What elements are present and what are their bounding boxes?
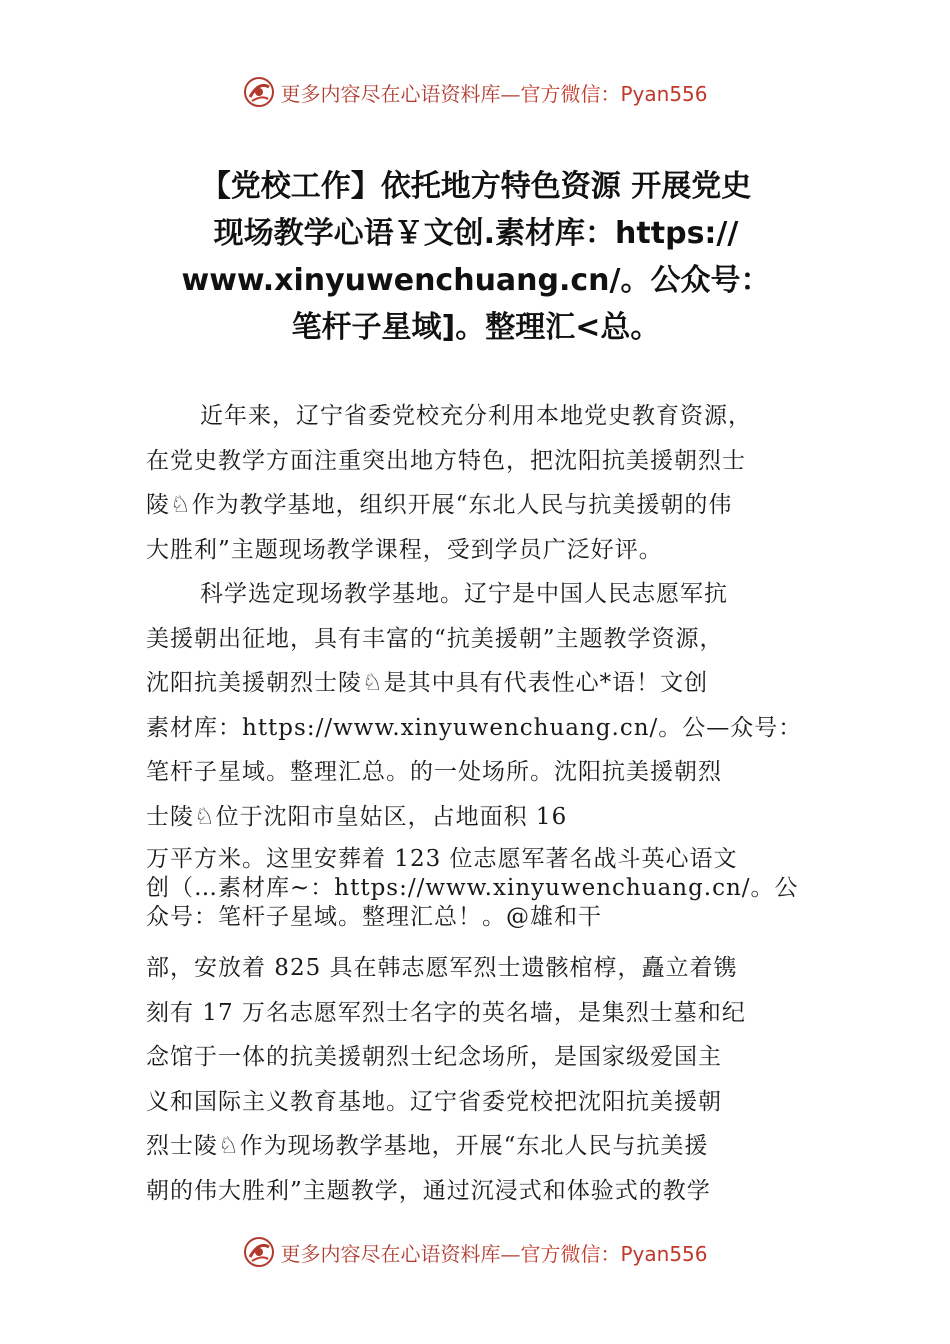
body-line: 在党史教学方面注重突出地方特色，把沈阳抗美援朝烈士 <box>146 447 746 474</box>
header-watermark <box>0 72 950 112</box>
body-line: 近年来，辽宁省委党校充分利用本地党史教育资源， <box>200 403 752 429</box>
body-line: 士陵♘位于沈阳市皇姑区，占地面积 16 <box>146 803 568 830</box>
library-logo-icon <box>242 75 276 109</box>
body-line: 科学选定现场教学基地。辽宁是中国人民志愿军抗 <box>200 581 728 607</box>
body-line: 朝的伟大胜利”主题教学，通过沉浸式和体验式的教学 <box>146 1177 711 1204</box>
footer-watermark <box>0 1232 950 1272</box>
body-line: 念馆于一体的抗美援朝烈士纪念场所，是国家级爱国主 <box>146 1044 722 1070</box>
body-line: 大胜利”主题现场教学课程，受到学员广泛好评。 <box>146 536 663 563</box>
body-line: 素材库：https://www.xinyuwenchuang.cn/。公—众号： <box>146 714 803 741</box>
document-body <box>146 394 826 1213</box>
title-line: 【党校工作】依托地方特色资源 开展党史 <box>200 169 752 204</box>
body-line: 刻有 17 万名志愿军烈士名字的英名墙，是集烈士墓和纪 <box>146 999 746 1026</box>
title-line: www.xinyuwenchuang.cn/。公众号： <box>181 263 771 298</box>
watermark-text: 更多内容尽在心语资料库—官方微信：Pyan556 <box>280 81 708 106</box>
body-line: 陵♘作为教学基地，组织开展“东北人民与抗美援朝的伟 <box>146 492 733 518</box>
body-line: 笔杆子星域。整理汇总。的一处场所。沈阳抗美援朝烈 <box>146 759 722 785</box>
body-line: 万平方米。这里安葬着 123 位志愿军著名战斗英心语文 <box>146 846 738 872</box>
body-line: 创（…素材库~：https://www.xinyuwenchuang.cn/。公 <box>146 875 799 901</box>
title-line: 现场教学心语￥文创.素材库：https:// <box>213 216 739 251</box>
watermark-text: 更多内容尽在心语资料库—官方微信：Pyan556 <box>280 1241 708 1266</box>
library-logo-icon <box>242 1235 276 1269</box>
body-line: 部，安放着 825 具在韩志愿军烈士遗骸棺椁，矗立着镌 <box>146 955 738 981</box>
body-line: 众号：笔杆子星域。整理汇总！。@雄和干 <box>146 904 602 930</box>
document-title <box>120 163 832 351</box>
body-line: 沈阳抗美援朝烈士陵♘是其中具有代表性心*语！文创 <box>146 670 709 696</box>
body-line: 美援朝出征地，具有丰富的“抗美援朝”主题教学资源， <box>146 625 724 652</box>
body-line: 义和国际主义教育基地。辽宁省委党校把沈阳抗美援朝 <box>146 1088 722 1115</box>
title-line: 笔杆子星域]。整理汇<总。 <box>291 310 661 345</box>
spacer <box>146 932 826 946</box>
body-line: 烈士陵♘作为现场教学基地，开展“东北人民与抗美援 <box>146 1133 709 1159</box>
